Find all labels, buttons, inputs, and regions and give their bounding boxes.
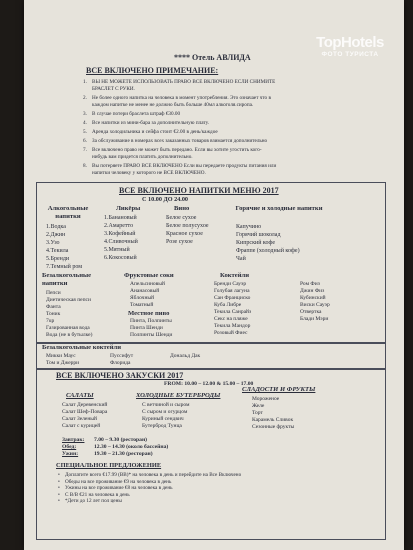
menu-item: Блади Мэри [300, 316, 329, 322]
rule-line: Все напитки из мини-бара за дополнительную плату. [92, 120, 209, 126]
menu-item: Карамель Сливок [252, 417, 294, 423]
special-item: • Ужины на все проживание €8 на человека в день [58, 485, 241, 492]
menu-item: Вода (не в бутылке) [46, 332, 93, 338]
menu-item: Микки Маус [46, 353, 76, 359]
menu-item: Пепси [46, 290, 61, 296]
menu-item: Тоник [46, 311, 61, 317]
menu-item: Белое полусухое [166, 223, 209, 229]
menu-item: 5.Мятный [104, 247, 130, 253]
menu-item: Фраппе (холодный кофе) [236, 248, 300, 254]
meal-label: Завтрак: [62, 437, 85, 443]
menu-item: Салат Зеленый [62, 416, 97, 422]
menu-item: Салат Деревенский [62, 402, 108, 408]
menu-item: 2.Джин [46, 232, 66, 238]
menu-item: Томатный [130, 302, 154, 308]
menu-item: Пинта, Полпинты [130, 318, 172, 324]
menu-item: Газированная вода [46, 325, 90, 331]
watermark [302, 34, 398, 58]
menu-item: Фанта [46, 304, 61, 310]
menu-item: Виски Сауэр [300, 302, 330, 308]
rule-number: 3. [83, 111, 87, 117]
menu-item: Горячий шоколад [236, 232, 281, 238]
juices-list [130, 281, 165, 309]
menu-item: 6.Кокосовый [104, 255, 137, 261]
menu-item: Куриный сендвич [142, 416, 184, 422]
soft-list [46, 290, 92, 339]
special-item: • Доплатите всего €17.99 (ВВ)* на человека в день и перейдите на Все Включено [58, 472, 241, 479]
rule-line: ВЫ НЕ МОЖЕТЕ ИСПОЛЬЗОВАТЬ ПРАВО ВСЕ ВКЛЮЧЕНО ЕСЛИ СНИМИТЕ [92, 79, 276, 85]
rule-number: 8. [83, 163, 87, 169]
meal-time: 19.30 – 21.30 (ресторан) [94, 451, 153, 457]
juices-heading: Фруктовые соки [124, 272, 174, 279]
meal-row [62, 444, 168, 451]
rule-line: За обслуживание в номерах всех заказанных товаров взимается дополнительно [92, 138, 268, 144]
menu-item: 4.Текила [46, 248, 69, 254]
menu-sheet [24, 0, 404, 550]
salads-heading: САЛАТЫ [66, 392, 94, 399]
menu-item: Секс на пляже [214, 316, 248, 322]
snacks-hours: FROM: 10.00 – 12.00 & 15.00 – 17.00 [164, 381, 254, 387]
menu-item: Сан Франциско [214, 295, 251, 301]
special-item: • С В/В €21 на человека в день [58, 492, 241, 499]
menu-item: Ананасовый [130, 288, 160, 294]
menu-item: Капучино [236, 224, 262, 230]
burgers-list [142, 402, 190, 430]
menu-item: 3.Узо [46, 240, 60, 246]
rule-line: каждом напитке не менее не должно быть больше 40мл алкоголя.сиропа. [92, 102, 254, 108]
salads-list [62, 402, 107, 430]
menu-item: Бутерброд Тунца [142, 423, 182, 429]
hotel-name: **** Отель АВЛИДА [174, 53, 251, 62]
menu-item: Диетическая пепси [46, 297, 91, 303]
menu-item: Джин Физ [300, 288, 325, 294]
special-list [58, 472, 241, 505]
notes-title: ВСЕ ВКЛЮЧЕНО ПРИМЕЧАНИЕ: [86, 66, 219, 75]
meal-label: Ужин: [62, 451, 79, 457]
menu-item: 4.Сливочный [104, 239, 138, 245]
nonalc-list-c [170, 353, 200, 360]
beer-list [130, 318, 172, 339]
menu-item: Салат с курицей [62, 423, 101, 429]
rule-line: Вы потеряете ПРАВО ВСЕ ВКЛЮЧЕНО Если вы передаете продукты питания или [92, 163, 277, 169]
alcohol-heading: Алкогольные напитки [47, 205, 89, 220]
rule-line: Аренда холодильника и сейфа стоит €2.00 в день/каждое [92, 129, 218, 135]
special-title: СПЕЦИАЛЬНОЕ ПРЕДЛОЖЕНИЕ [56, 462, 162, 469]
menu-item: Пинта Шенди [130, 325, 163, 331]
menu-item: Торт [252, 410, 263, 416]
menu-item: Ром Физ [300, 281, 320, 287]
menu-item: Чай [236, 256, 246, 262]
menu-item: 7.Темный ром [46, 264, 83, 270]
menu-item: Апельсиновый [130, 281, 165, 287]
nonalc-list-b [110, 353, 133, 367]
menu-item: Текила Санрайз [214, 309, 252, 315]
watermark-tagline: ФОТО ТУРИСТА [321, 51, 379, 58]
menu-item: Кипрский кофе [236, 240, 276, 246]
rule-number: 7. [83, 147, 87, 153]
menu-item: Флорида [110, 360, 131, 366]
snacks-title: ВСЕ ВКЛЮЧЕНО ЗАКУСКИ 2017 [56, 371, 184, 380]
menu-item: Белое сухое [166, 215, 197, 221]
sweets-heading: СЛАДОСТИ И ФРУКТЫ [242, 386, 316, 393]
menu-item: Мороженое [252, 396, 280, 402]
watermark-logo: TopHotels [316, 34, 384, 51]
menu-item: Бренди Сауэр [214, 281, 247, 287]
menu-item: 2.Амаретто [104, 223, 134, 229]
menu-item: Куба Либре [214, 302, 242, 308]
menu-item: 3.Кофейный [104, 231, 136, 237]
menu-item: Салат Шеф-Повара [62, 409, 108, 415]
rule-number: 6. [83, 138, 87, 144]
menu-item: Текила Мандор [214, 323, 251, 329]
menu-item: Сезонные фрукты [252, 424, 295, 430]
cocktails-list-a [214, 281, 251, 337]
sweets-list [252, 396, 294, 431]
meal-time: 7.00 – 9.30 (ресторан) [94, 437, 148, 443]
wine-list [166, 214, 209, 246]
meal-row [62, 451, 168, 458]
burgers-heading: ХОЛОДНЫЕ БУТЕРБРОДЫ [136, 392, 221, 399]
meal-row [62, 437, 168, 444]
menu-item: С ветчиной и сыром [142, 402, 190, 408]
drinks-title: ВСЕ ВКЛЮЧЕНО НАПИТКИ МЕНЮ 2017 [119, 186, 279, 195]
meal-times [62, 437, 168, 458]
rule-number: 5. [83, 129, 87, 135]
rule-line: БРАСЛЕТ С РУКИ. [92, 86, 135, 92]
menu-item: 1.Водка [46, 224, 66, 230]
drinks-hours: С 10.00 ДО 24.00 [142, 196, 189, 203]
menu-item: Голубая лагуна [214, 288, 250, 294]
menu-item: 7up [46, 318, 55, 324]
rule-line: Все включено право не может быть передано. Если вы хотите угостить кого- [92, 147, 262, 153]
menu-item: С сыром и огурцом [142, 409, 188, 415]
rule-line: В случае потери браслета штраф €30.00 [92, 111, 181, 117]
meal-time: 12.30 – 14.30 (около бассейна) [94, 444, 169, 450]
menu-item: 1.Банановый [104, 215, 137, 221]
liqueurs-list [104, 214, 138, 262]
menu-item: Полпинты Шенди [130, 332, 173, 338]
menu-item: Красное сухое [166, 231, 203, 237]
alcohol-list [46, 223, 82, 271]
menu-item: Розовый Фиес [214, 330, 248, 336]
menu-item: Розе сухое [166, 239, 193, 245]
special-item: • Обеды на все проживание €9 на человека в день [58, 479, 241, 486]
hot-cold-heading: Горячие и холодные напитки [235, 205, 323, 212]
menu-item: Кубинский [300, 295, 326, 301]
cocktails-heading: Коктейли [220, 272, 250, 279]
menu-item: Отвертка [300, 309, 322, 315]
nonalc-heading: Безалкогольные коктейли [42, 344, 122, 351]
menu-item: Дональд Дак [170, 353, 201, 359]
beer-heading: Местное пиво [128, 310, 170, 317]
rule-line: Не более одного напитка на человека в момент употребления. Это означает что в [92, 95, 271, 101]
meal-label: Обед: [62, 444, 77, 450]
nonalc-list-a [46, 353, 79, 367]
cocktails-list-b [300, 281, 330, 323]
menu-item: Пуссифут [110, 353, 134, 359]
rule-number: 2. [83, 95, 87, 101]
rule-number: 1. [83, 79, 87, 85]
menu-item: 5.Бренди [46, 256, 70, 262]
wine-heading: Вино [174, 205, 190, 212]
soft-heading: Безалкогольные напитки [42, 272, 92, 287]
rule-line: напитки человеку у которого не ВСЕ ВКЛЮЧЕНО. [92, 170, 206, 176]
rule-number: 4. [83, 120, 87, 126]
menu-item: Том и Джерри [46, 360, 80, 366]
menu-item: Желе [252, 403, 265, 409]
special-item: • *Дети до 12 лет пол цены [58, 498, 241, 505]
liqueurs-heading: Ликёры [116, 205, 141, 212]
rule-line: нибудь вам придется платить дополнительно. [92, 154, 193, 160]
menu-item: Яблочный [130, 295, 155, 301]
hot-cold-list [236, 223, 300, 263]
